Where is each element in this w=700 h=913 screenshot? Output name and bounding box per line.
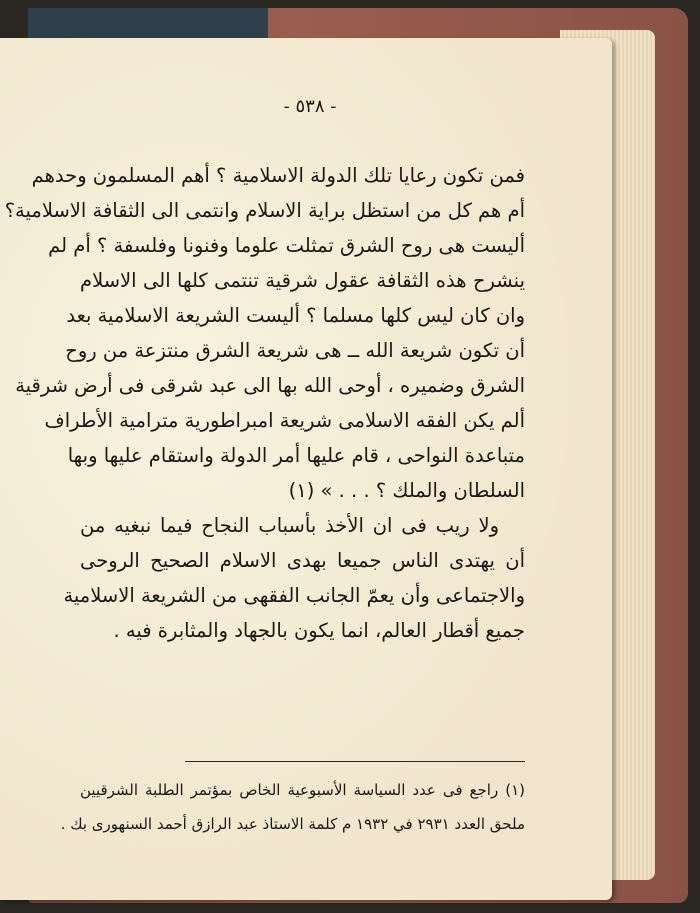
- text-line: ألم يكن الفقه الاسلامى شريعة امبراطورية مترامية الأطراف: [44, 409, 525, 432]
- book-page: [0, 38, 612, 900]
- book-spine-band: [28, 8, 268, 38]
- text-line: وان كان ليس كلها مسلما ؟ أليست الشريعة الاسلامية بعد: [66, 304, 525, 327]
- text-line: ولا ريب فى ان الأخذ بأسباب النجاح فيما نبغيه من: [80, 514, 499, 537]
- footnote-line: ملحق العدد ٢٩٣١ في ١٩٣٢ م كلمة الاستاذ عبد الرازق أحمد السنهورى بك .: [60, 815, 525, 833]
- text-line: فمن تكون رعايا تلك الدولة الاسلامية ؟ أهم المسلمون وحدهم: [31, 164, 525, 187]
- text-line: السلطان والملك ؟ . . . » (١): [288, 479, 525, 502]
- text-line: ينشرح هذه الثقافة عقول شرقية تنتمى كلها الى الاسلام: [80, 269, 525, 292]
- text-line: أليست هى روح الشرق تمثلت علوما وفنونا وفلسفة ؟ أم لم: [48, 234, 525, 257]
- text-line: جميع أقطار العالم، انما يكون بالجهاد والمثابرة فيه .: [113, 619, 525, 642]
- text-line: والاجتماعى وأن يعمّ الجانب الفقهى من الشريعة الاسلامية: [63, 584, 525, 607]
- text-line: أم هم كل من استظل براية الاسلام وانتمى الى الثقافة الاسلامية؟: [4, 199, 525, 222]
- footnote-divider: [185, 761, 525, 762]
- text-line: أن يهتدى الناس جميعا بهدى الاسلام الصحيح الروحى: [80, 549, 525, 572]
- text-line: متباعدة النواحى ، قام عليها أمر الدولة واستقام عليها وبها: [67, 444, 525, 467]
- page-number: - ٥٣٨ -: [283, 96, 337, 117]
- body-text: [4, 158, 525, 648]
- text-line: الشرق وضميره ، أوحى الله بها الى عبد شرقى فى أرض شرقية: [15, 374, 525, 397]
- footnotes: [60, 773, 525, 841]
- text-line: أن تكون شريعة الله ــ هى شريعة الشرق منتزعة من روح: [65, 339, 525, 362]
- footnote-line: (١) راجع فى عدد السياسة الأسبوعية الخاص بمؤتمر الطلبة الشرقيين: [80, 781, 525, 799]
